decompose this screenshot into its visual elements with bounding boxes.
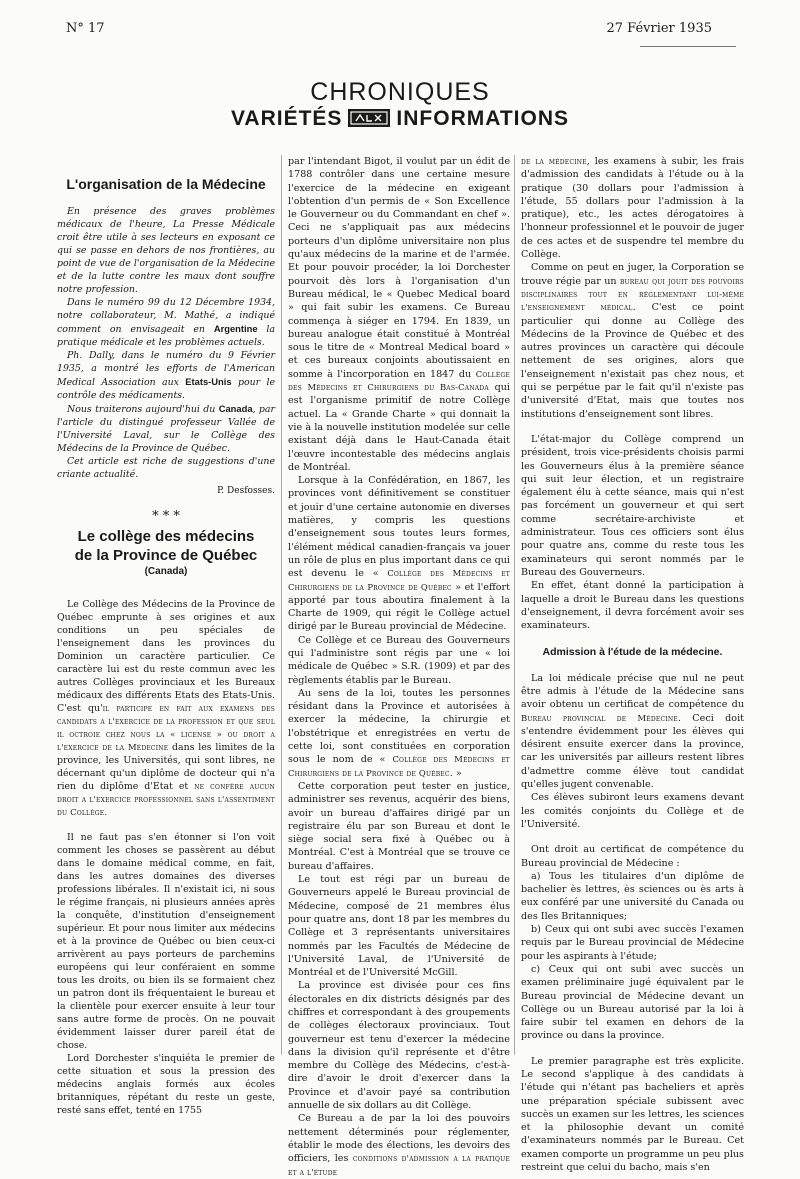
- intro-paragraph: Dans le numéro 99 du 12 Décembre 1934, notre collaborateur, M. Mathé, a indiqué comment on envisageait en Argentine la pratique médicale et les problèmes actuels.: [57, 297, 275, 348]
- list-item: c) Ceux qui ont subi avec succès un examen préliminaire jugé équivalent par le Bureau provincial de Médecine devant un Collège ou un Bureau autorisé par la loi à faire subir tel examen en dehors de la province ou dans la province.: [521, 963, 744, 1042]
- issue-number: N° 17: [66, 21, 105, 36]
- column-3: [521, 155, 744, 1174]
- intro-paragraph: Ph. Dally, dans le numéro du 9 Février 1935, a montré les efforts de l'American Medical Association aux Etats-Unis pour le contrôle des médicaments.: [57, 350, 275, 401]
- column-divider-2: [514, 155, 515, 1055]
- list-item: a) Tous les titulaires d'un diplôme de bachelier ès lettres, ès sciences ou ès arts à eux conféré par une université du Canada ou des Iles Britanniques;: [521, 870, 744, 922]
- paragraph: Ont droit au certificat de compétence du Bureau provincial de Médecine :: [521, 844, 744, 869]
- paragraph: L'état-major du Collège comprend un président, trois vice-présidents choisis parmi les Gouverneurs élus à la première séance qui suit leur élection, et un registraire également élu à cette séance, mais qui n'est pas forcément un gouverneur et qui sert comme secrétaire-archiviste et administrateur. Tous ces officiers sont élus pour quatre ans, comme du reste tous les examinateurs qui seront nommés par le Bureau des Gouverneurs.: [521, 433, 744, 578]
- paragraph: En effet, étant donné la participation à laquelle a droit le Bureau dans les questions d'enseignement, il devra forcément avoir ses examinateurs.: [521, 580, 744, 632]
- header-rule: [640, 46, 736, 47]
- article2-subtitle: (Canada): [144, 566, 188, 577]
- article2-title-line1: Le collège des médecins: [77, 528, 255, 545]
- masthead-varietes: VARIÉTÉS: [230, 107, 343, 130]
- intro-paragraph: En présence des graves problèmes médicaux de l'heure, La Presse Médicale croit être utile à ses lecteurs en exposant ce qui se passe en dehors de nos frontières, au point de vue de l'organisation de la Médecine et de la lutte contre les maux dont souffre notre profession.: [57, 206, 275, 295]
- section-heading: Admission à l'étude de la médecine.: [542, 646, 723, 659]
- paragraph: Le tout est régi par un bureau de Gouverneurs appelé le Bureau provincial de Médecine, composé de 21 membres élus pour quatre ans, dont 18 par les membres du Collège et 3 représentants universitaires nommés par les Facultés de Médecine de l'Université Laval, de l'Université de Montréal et de l'Université McGill.: [288, 874, 510, 979]
- editorial-intro: [57, 205, 275, 481]
- paragraph: Le premier paragraphe est très explicite. Le second s'applique à des candidats à l'étude qui n'étant pas bacheliers et après une préparation spéciale subissent avec succès un examen sur les lettres, les sciences et la philosophie devant un comité d'examinateurs nommés par le Bureau. Cet examen comporte un programme un peu plus restreint que celui du bacho, mais s'en: [521, 1055, 744, 1174]
- list-item: b) Ceux qui ont subi avec succès l'examen requis par le Bureau provincial de Médecine pour les aspirants à l'étude;: [521, 924, 744, 962]
- paragraph: Cette corporation peut tester en justice, administrer ses revenus, acquérir des biens, avoir un bureau d'affaires dirigé par un registraire élu par son Bureau et dont le siège social sera fixé à Québec ou à Montréal. C'est à Montréal que se trouve ce bureau d'affaires.: [288, 780, 510, 872]
- masthead-emblem-icon: [348, 109, 390, 127]
- paragraph: La province est divisée pour ces fins électorales en dix districts désignés par des chiffres et correspondant à des groupements de collèges électoraux provinciaux. Tout gouverneur est tenu d'exercer la médecine dans la division qu'il représente et d'être membre du Collège des Médecins, c'est-à-dire d'avoir le droit d'exercer dans la Province et d'avoir payé sa contribution annuelle de six dollars au dit Collège.: [288, 980, 510, 1112]
- column-divider-1: [281, 155, 282, 1055]
- paragraph: Ce Collège et ce Bureau des Gouverneurs qui l'administre sont régis par une « loi médicale de Québec » S.R. (1909) et par des règlements établis par le Bureau.: [288, 634, 510, 686]
- paragraph: Lorsque à la Confédération, en 1867, les provinces vont définitivement se constituer et jouir d'une certaine autonomie en diverses matières, y compris les questions d'enseignement sous toutes leurs formes, l'élément médical canadien-français va jouer un rôle de plus en plus important dans ce qui est devenu le « Collège des Médecins et Chirurgiens de la Province de Québec » et l'effort apporté par tous aboutira finalement à la Charte de 1909, qui régit le Collège actuel dirigé par le Bureau provincial de Médecine.: [288, 475, 510, 633]
- paragraph: La loi médicale précise que nul ne peut être admis à l'étude de la Médecine sans avoir obtenu un certificat de compétence du Bureau provincial de Médecine. Ceci doit s'entendre évidemment pour les élèves qui désirent ensuite exercer dans la province, car les universités par ailleurs restent libres d'admettre comme élève tout candidat qu'elles jugent convenable.: [521, 672, 745, 791]
- paragraph: Comme on peut en juger, la Corporation se trouve régie par un bureau qui jouit des pouvoirs disciplinaires tout en réglementant lui-même l'enseignement médical. C'est ce point particulier qui donne au Collège des Médecins de la Province de Québec et des autres provinces un caractère qui découle nettement de ses origines, alors que l'enseignement n'existait pas chez nous, et qui se perpétue par le fait qu'il n'existe pas d'université d'Etat, mais que toutes nos institutions d'enseignement sont libres.: [521, 262, 744, 420]
- paragraph: Ces élèves subiront leurs examens devant les comités conjoints du Collège et de l'Université.: [521, 792, 744, 830]
- signature: P. Desfosses.: [217, 486, 275, 496]
- article2-title-line2: de la Province de Québec: [74, 547, 258, 564]
- paragraph: Au sens de la loi, toutes les personnes résidant dans la Province et autorisées à exercer la médecine, la chirurgie et l'obstétrique et enregistrées en vertu de cette loi, sont constituées en corporation sous le nom de « Collège des Médecins et Chirurgiens de la Province de Québec. »: [288, 687, 510, 779]
- paragraph: Il ne faut pas s'en étonner si l'on voit comment les choses se passèrent au début dans le domaine médical comme, en fait, dans les autres domaines des diverses professions libérales. Il n'existait ici, ni sous le régime français, ni plusieurs années après la conquête, d'institution d'enseignement supérieur. Et pour nous limiter aux médecins et à la province de Québec ou bien ceux-ci arrivèrent au pays porteurs de parchemins européens qui leur conféraient en somme tous les droits, ou bien ils se formaient chez un patron dont ils fréquentaient le bureau et la clientèle pour exercer ensuite à leur tour sans autre forme de procès. On ne pouvait évidemment laisser durer pareil état de chose.: [57, 832, 275, 1051]
- article-title: L'organisation de la Médecine: [66, 176, 266, 192]
- separator-stars: * * *: [152, 509, 180, 524]
- paragraph: Le Collège des Médecins de la Province de Québec emprunte à ses origines et aux conditions un peu spéciales de l'enseignement dans les provinces du Dominion un caractère particulier. Ce caractère lui est du reste commun avec les autres Collèges provinciaux et les Bureaux médicaux des différents Etats des Etats-Unis. C'est qu'il participe en fait aux examens des candidats a l'exercice de la profession et que seul il octroie chez nous la « license » ou droit a l'exercice de la Médecine dans les limites de la province, les Universités, qui sont libres, ne décernant qu'un diplôme de docteur qui n'a rien du diplôme d'Etat et ne confère aucun droit a l'exercice professionnel sans l'assentiment du Collège.: [57, 599, 275, 817]
- intro-paragraph: Nous traiterons aujourd'hui du Canada, par l'article du distingué professeur Vallée de l'Université Laval, sur le Collège des Médecins de la Province de Québec.: [57, 403, 275, 454]
- paragraph: Ce Bureau a de par la loi des pouvoirs nettement déterminés pour réglementer, établir le mode des élections, les devoirs des officiers, les conditions d'admission a la pratique et a l'étude: [288, 1113, 511, 1177]
- masthead-subtitle: [0, 107, 800, 131]
- paragraph: de la médecine, les examens à subir, les frais d'admission des candidats à l'étude ou à la pratique (30 dollars pour l'admission à l'étude, 55 dollars pour l'admission à la pratique), etc., les actes dérogatoires à l'honneur professionnel et le pouvoir de juger de ces actes et de suspendre tel membre du Collège.: [521, 156, 744, 261]
- paragraph: par l'intendant Bigot, il voulut par un édit de 1788 contrôler dans une certaine mesure l'exercice de la médecine en exigeant l'obtention d'un permis de « Son Excellence le Gouverneur ou du Commandant en chef ». Ceci ne s'appliquait pas aux médecins porteurs d'un diplôme universitaire non plus qu'aux médecins de la marine et de l'armée. Et pour pouvoir procéder, la loi Dorchester pourvoit dès lors à l'organisation d'un Bureau médical, le « Quebec Medical board » qui fait subir les examens. Ce Bureau commença à siéger en 1794. En 1839, un bureau analogue était constitué à Montréal sous le titre de « Montreal Medical board » et ces bureaux conjoints aboutissaient en somme à l'incorporation en 1847 du Collège des Médecins et Chirurgiens du Bas-Canada qui est l'organisme primitif de notre Collège actuel. La « Grande Charte » qui donnait la vie à la nouvelle institution modelée sur celle existant déjà dans le Haut-Canada était l'œuvre incontestable des médecins anglais de Montréal.: [288, 156, 510, 473]
- paragraph: Lord Dorchester s'inquiéta le premier de cette situation et sous la pression des médecins anglais formés aux écoles britanniques, répétant du reste un geste, resté sans effet, tenté en 1755: [57, 1053, 275, 1116]
- intro-paragraph: Cet article est riche de suggestions d'une criante actualité.: [57, 456, 275, 480]
- masthead-informations: INFORMATIONS: [396, 107, 570, 130]
- column-2: [288, 155, 510, 1179]
- issue-date: 27 Février 1935: [606, 21, 712, 36]
- column-1: [57, 178, 275, 1117]
- masthead-title: CHRONIQUES: [310, 78, 490, 106]
